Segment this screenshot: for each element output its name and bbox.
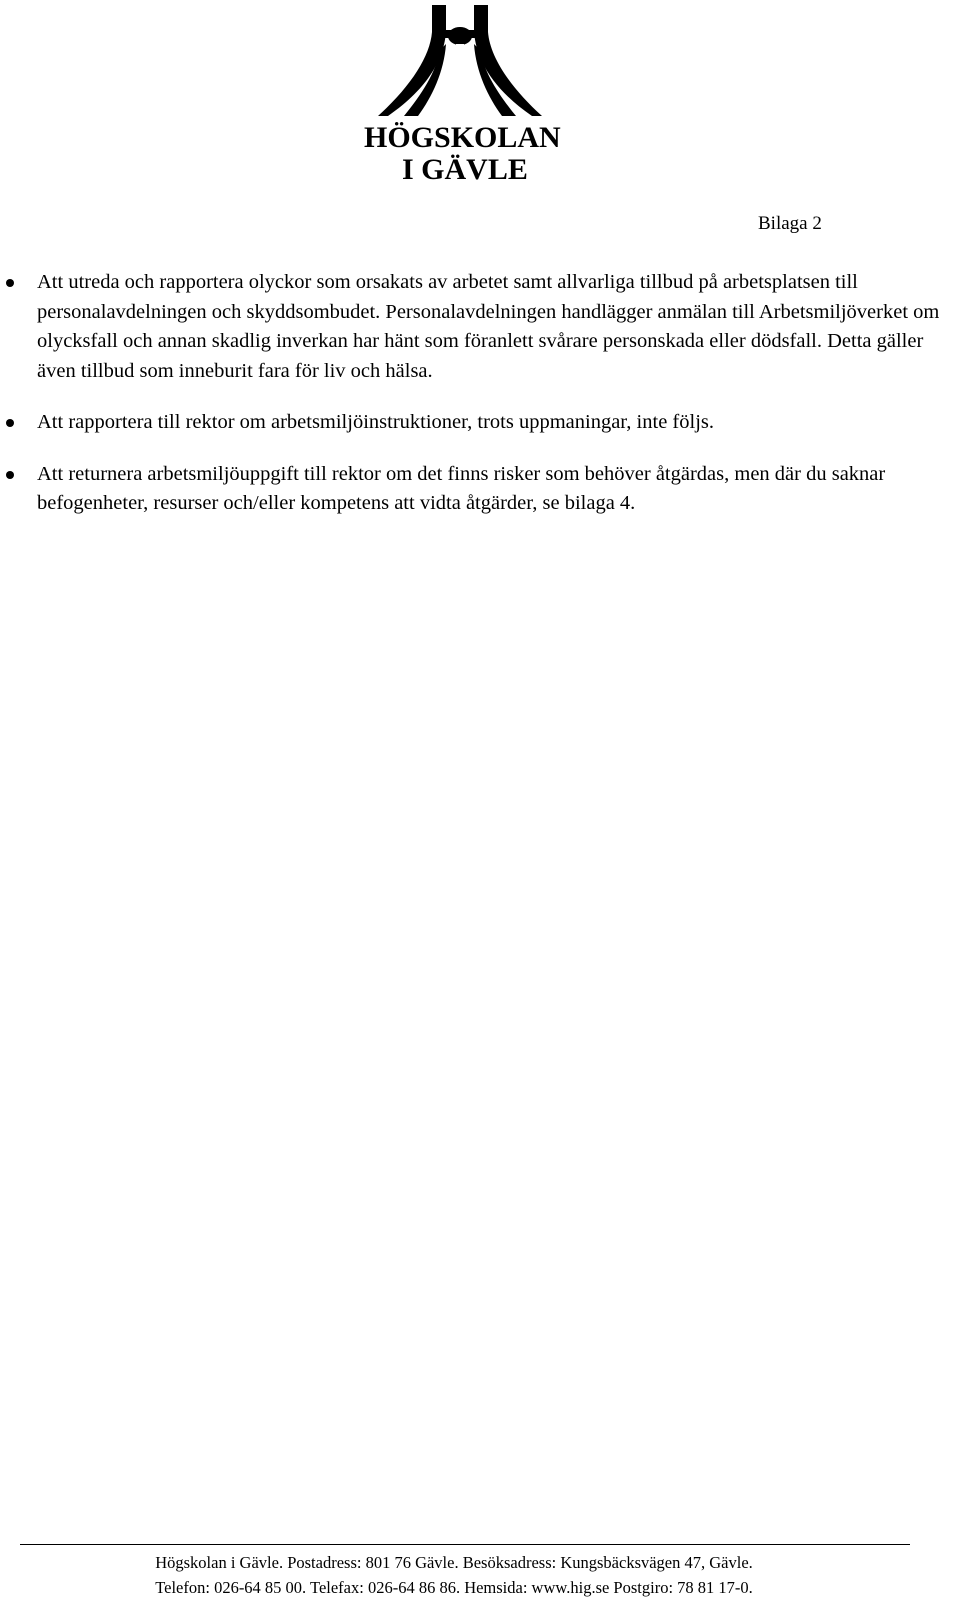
bullet-icon: [6, 279, 14, 287]
footer-contact: Telefon: 026-64 85 00. Telefax: 026-64 86 86. Hemsida: www.hig.se Postgiro: 78 81 17-0.: [155, 1578, 753, 1597]
list-item: [0, 460, 960, 519]
list-item-text: Att utreda och rapportera olyckor som orsakats av arbetet samt allvarliga tillbud på arbetsplatsen till personalavdelningen och skyddsombudet. Personalavdelningen handlägger anmälan till Arbetsmiljöverket om olycksfall och annan skadlig inverkan har hänt som föranlett svårare personskada eller dödsfall. Detta gäller även tillbud som inneburit fara för liv och hälsa.: [37, 271, 940, 382]
responsibility-list: [0, 268, 960, 519]
list-item: [0, 268, 960, 386]
university-logo: [360, 2, 560, 188]
footer-divider: [20, 1544, 910, 1545]
logo-line-2: I GÄVLE: [402, 153, 528, 186]
bullet-icon: [6, 419, 14, 427]
footer-address: Högskolan i Gävle. Postadress: 801 76 Gävle. Besöksadress: Kungsbäcksvägen 47, Gävle.: [155, 1553, 753, 1572]
list-item: [0, 408, 960, 438]
attachment-label: Bilaga 2: [758, 213, 822, 234]
bullet-icon: [6, 471, 14, 479]
logo-emblem-icon: [360, 2, 560, 122]
list-item-text: Att rapportera till rektor om arbetsmiljöinstruktioner, trots uppmaningar, inte följs.: [37, 411, 714, 433]
logo-line-1: HÖGSKOLAN: [364, 121, 561, 154]
list-item-text: Att returnera arbetsmiljöuppgift till rektor om det finns risker som behöver åtgärdas, men där du saknar befogenheter, resurser och/eller kompetens att vidta åtgärder, se bilaga 4.: [37, 462, 886, 514]
